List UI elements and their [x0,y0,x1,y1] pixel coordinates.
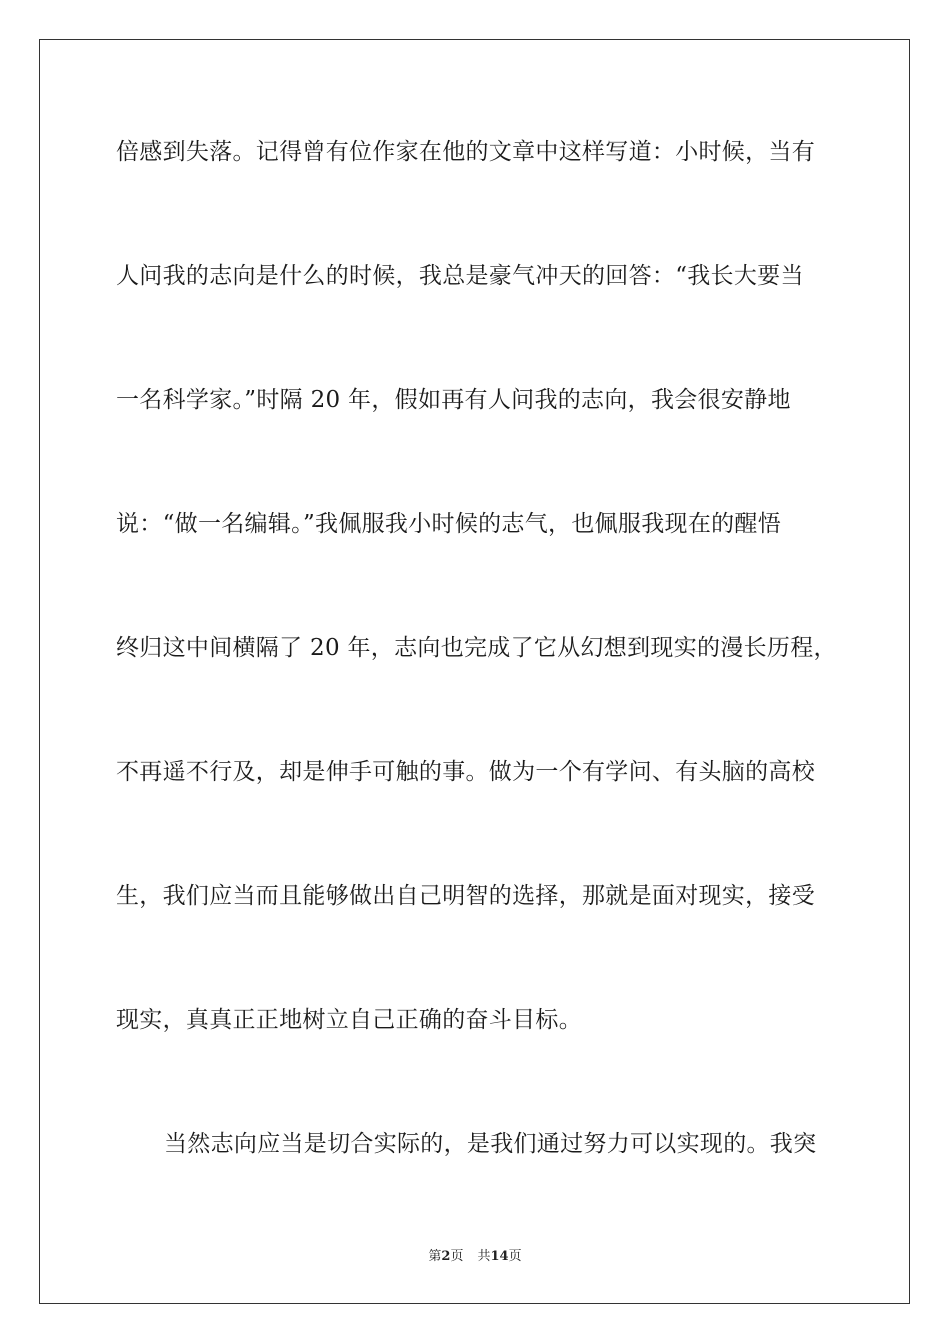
body-text-line-9-paragraph-start: 当然志向应当是切合实际的，是我们通过努力可以实现的。我突 [164,1131,817,1157]
footer-page-prefix: 第 [428,1249,442,1264]
body-text-line-1: 倍感到失落。记得曾有位作家在他的文章中这样写道：小时候，当有 [116,139,815,165]
body-text-line-7: 生，我们应当而且能够做出自己明智的选择，那就是面对现实，接受 [116,883,815,909]
body-text-line-2: 人问我的志向是什么的时候，我总是豪气冲天的回答：“我长大要当 [116,263,804,289]
body-text-line-3: 一名科学家。”时隔 20 年，假如再有人问我的志向，我会很安静地 [116,387,791,413]
body-text-line-4: 说：“做一名编辑。”我佩服我小时候的志气，也佩服我现在的醒悟 [116,511,782,537]
body-text-line-6: 不再遥不行及，却是伸手可触的事。做为一个有学问、有头脑的高校 [116,759,815,785]
footer-total-suffix: 页 [508,1249,522,1264]
footer-total-pages: 14 [490,1249,509,1264]
footer-page-number: 2 [441,1249,451,1264]
page-footer [0,1248,950,1266]
body-text-line-5: 终归这中间横隔了 20 年，志向也完成了它从幻想到现实的漫长历程， [116,635,837,661]
page-border [39,39,910,1304]
body-text-line-8: 现实，真真正正地树立自己正确的奋斗目标。 [116,1007,582,1033]
footer-page-suffix: 页 [450,1249,464,1264]
footer-total-prefix: 共 [477,1249,491,1264]
